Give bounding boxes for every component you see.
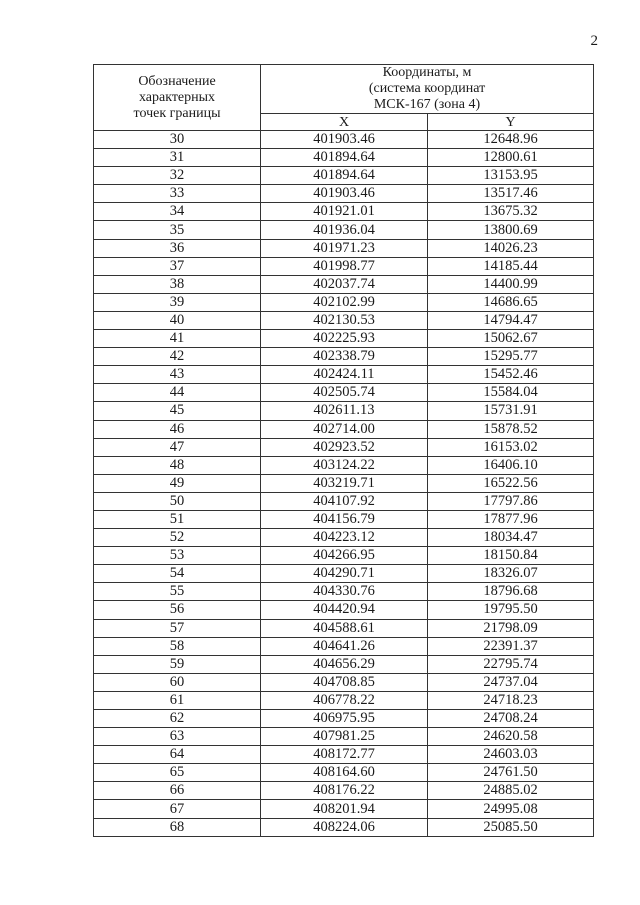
point-cell: 39	[94, 293, 261, 311]
coordinates-header	[261, 65, 594, 114]
point-designation-header	[94, 65, 261, 131]
table-header	[94, 65, 594, 131]
coordinates-table	[93, 64, 594, 837]
table-body	[94, 131, 594, 837]
header-line: Обозначение	[138, 73, 216, 89]
point-cell: 66	[94, 782, 261, 800]
x-cell: 402338.79	[261, 348, 428, 366]
point-cell: 53	[94, 547, 261, 565]
point-cell: 50	[94, 492, 261, 510]
y-cell: 14400.99	[428, 275, 594, 293]
x-cell: 403219.71	[261, 474, 428, 492]
table-row	[94, 673, 594, 691]
y-cell: 24718.23	[428, 691, 594, 709]
point-cell: 48	[94, 456, 261, 474]
table-row	[94, 456, 594, 474]
x-cell: 401921.01	[261, 203, 428, 221]
point-cell: 44	[94, 384, 261, 402]
y-cell: 13675.32	[428, 203, 594, 221]
y-cell: 17797.86	[428, 492, 594, 510]
y-cell: 17877.96	[428, 510, 594, 528]
table-row	[94, 510, 594, 528]
x-cell: 408201.94	[261, 800, 428, 818]
point-cell: 37	[94, 257, 261, 275]
point-cell: 45	[94, 402, 261, 420]
point-cell: 62	[94, 710, 261, 728]
point-cell: 43	[94, 366, 261, 384]
point-cell: 57	[94, 619, 261, 637]
y-cell: 13800.69	[428, 221, 594, 239]
x-cell: 401998.77	[261, 257, 428, 275]
x-cell: 404641.26	[261, 637, 428, 655]
y-cell: 25085.50	[428, 818, 594, 836]
x-cell: 406778.22	[261, 691, 428, 709]
y-cell: 14686.65	[428, 293, 594, 311]
y-cell: 18326.07	[428, 565, 594, 583]
table-row	[94, 746, 594, 764]
y-cell: 24761.50	[428, 764, 594, 782]
table-row	[94, 800, 594, 818]
point-cell: 55	[94, 583, 261, 601]
point-cell: 41	[94, 330, 261, 348]
y-cell: 22795.74	[428, 655, 594, 673]
point-cell: 61	[94, 691, 261, 709]
table-row	[94, 384, 594, 402]
table-row	[94, 203, 594, 221]
point-cell: 38	[94, 275, 261, 293]
table-row	[94, 239, 594, 257]
page-number: 2	[590, 33, 598, 49]
x-cell: 404330.76	[261, 583, 428, 601]
point-cell: 54	[94, 565, 261, 583]
x-cell: 408224.06	[261, 818, 428, 836]
table-row	[94, 691, 594, 709]
table-row	[94, 474, 594, 492]
x-cell: 403124.22	[261, 456, 428, 474]
x-cell: 401971.23	[261, 239, 428, 257]
x-cell: 404223.12	[261, 529, 428, 547]
point-cell: 59	[94, 655, 261, 673]
table-row	[94, 583, 594, 601]
table-row	[94, 764, 594, 782]
table-row	[94, 311, 594, 329]
table-row	[94, 420, 594, 438]
header-line: характерных	[138, 89, 216, 105]
point-cell: 64	[94, 746, 261, 764]
point-cell: 52	[94, 529, 261, 547]
x-column-header: X	[261, 114, 428, 131]
table-row	[94, 149, 594, 167]
point-cell: 35	[94, 221, 261, 239]
x-cell: 408172.77	[261, 746, 428, 764]
point-cell: 68	[94, 818, 261, 836]
x-cell: 408164.60	[261, 764, 428, 782]
y-cell: 24708.24	[428, 710, 594, 728]
table-row	[94, 601, 594, 619]
table-row	[94, 257, 594, 275]
table-row	[94, 547, 594, 565]
x-cell: 401903.46	[261, 131, 428, 149]
y-cell: 16153.02	[428, 438, 594, 456]
point-cell: 56	[94, 601, 261, 619]
point-cell: 31	[94, 149, 261, 167]
header-line: Координаты, м	[382, 65, 472, 80]
point-cell: 33	[94, 185, 261, 203]
x-cell: 408176.22	[261, 782, 428, 800]
table-row	[94, 402, 594, 420]
point-cell: 51	[94, 510, 261, 528]
point-cell: 32	[94, 167, 261, 185]
x-cell: 402923.52	[261, 438, 428, 456]
table-row	[94, 185, 594, 203]
point-cell: 40	[94, 311, 261, 329]
y-column-header: Y	[428, 114, 594, 131]
y-cell: 24885.02	[428, 782, 594, 800]
point-cell: 46	[94, 420, 261, 438]
x-cell: 404290.71	[261, 565, 428, 583]
x-cell: 404266.95	[261, 547, 428, 565]
x-cell: 402611.13	[261, 402, 428, 420]
x-cell: 401894.64	[261, 167, 428, 185]
table-row	[94, 782, 594, 800]
x-cell: 402130.53	[261, 311, 428, 329]
header-line: МСК-167 (зона 4)	[373, 97, 481, 112]
x-cell: 402424.11	[261, 366, 428, 384]
table-row	[94, 131, 594, 149]
y-cell: 15878.52	[428, 420, 594, 438]
x-cell: 401903.46	[261, 185, 428, 203]
table-row	[94, 619, 594, 637]
table-row	[94, 565, 594, 583]
point-cell: 49	[94, 474, 261, 492]
y-cell: 24620.58	[428, 728, 594, 746]
y-cell: 16406.10	[428, 456, 594, 474]
table-row	[94, 366, 594, 384]
header-line: точек границы	[133, 105, 221, 121]
table-row	[94, 710, 594, 728]
y-cell: 13153.95	[428, 167, 594, 185]
y-cell: 14026.23	[428, 239, 594, 257]
point-cell: 42	[94, 348, 261, 366]
table-row	[94, 637, 594, 655]
table-row	[94, 167, 594, 185]
point-cell: 63	[94, 728, 261, 746]
header-line: (система координат	[368, 81, 486, 96]
table-row	[94, 348, 594, 366]
y-cell: 14185.44	[428, 257, 594, 275]
y-cell: 24737.04	[428, 673, 594, 691]
y-cell: 13517.46	[428, 185, 594, 203]
x-cell: 402714.00	[261, 420, 428, 438]
table-row	[94, 529, 594, 547]
y-cell: 16522.56	[428, 474, 594, 492]
x-cell: 402225.93	[261, 330, 428, 348]
table-row	[94, 818, 594, 836]
point-cell: 58	[94, 637, 261, 655]
table-row	[94, 275, 594, 293]
x-cell: 407981.25	[261, 728, 428, 746]
table-row	[94, 492, 594, 510]
y-cell: 12648.96	[428, 131, 594, 149]
table-row	[94, 293, 594, 311]
point-cell: 30	[94, 131, 261, 149]
y-cell: 15062.67	[428, 330, 594, 348]
point-cell: 65	[94, 764, 261, 782]
x-cell: 404420.94	[261, 601, 428, 619]
x-cell: 404107.92	[261, 492, 428, 510]
y-cell: 21798.09	[428, 619, 594, 637]
y-cell: 15295.77	[428, 348, 594, 366]
point-cell: 60	[94, 673, 261, 691]
y-cell: 19795.50	[428, 601, 594, 619]
x-cell: 404708.85	[261, 673, 428, 691]
y-cell: 15731.91	[428, 402, 594, 420]
table-row	[94, 221, 594, 239]
x-cell: 404588.61	[261, 619, 428, 637]
x-cell: 404156.79	[261, 510, 428, 528]
y-cell: 18796.68	[428, 583, 594, 601]
point-cell: 34	[94, 203, 261, 221]
x-cell: 402505.74	[261, 384, 428, 402]
y-cell: 15452.46	[428, 366, 594, 384]
table-row	[94, 438, 594, 456]
point-cell: 36	[94, 239, 261, 257]
point-cell: 67	[94, 800, 261, 818]
table-row	[94, 655, 594, 673]
y-cell: 15584.04	[428, 384, 594, 402]
y-cell: 22391.37	[428, 637, 594, 655]
x-cell: 401894.64	[261, 149, 428, 167]
table-row	[94, 330, 594, 348]
y-cell: 12800.61	[428, 149, 594, 167]
x-cell: 402102.99	[261, 293, 428, 311]
y-cell: 18150.84	[428, 547, 594, 565]
y-cell: 24603.03	[428, 746, 594, 764]
point-cell: 47	[94, 438, 261, 456]
y-cell: 14794.47	[428, 311, 594, 329]
x-cell: 406975.95	[261, 710, 428, 728]
y-cell: 18034.47	[428, 529, 594, 547]
y-cell: 24995.08	[428, 800, 594, 818]
x-cell: 404656.29	[261, 655, 428, 673]
table-row	[94, 728, 594, 746]
x-cell: 402037.74	[261, 275, 428, 293]
x-cell: 401936.04	[261, 221, 428, 239]
